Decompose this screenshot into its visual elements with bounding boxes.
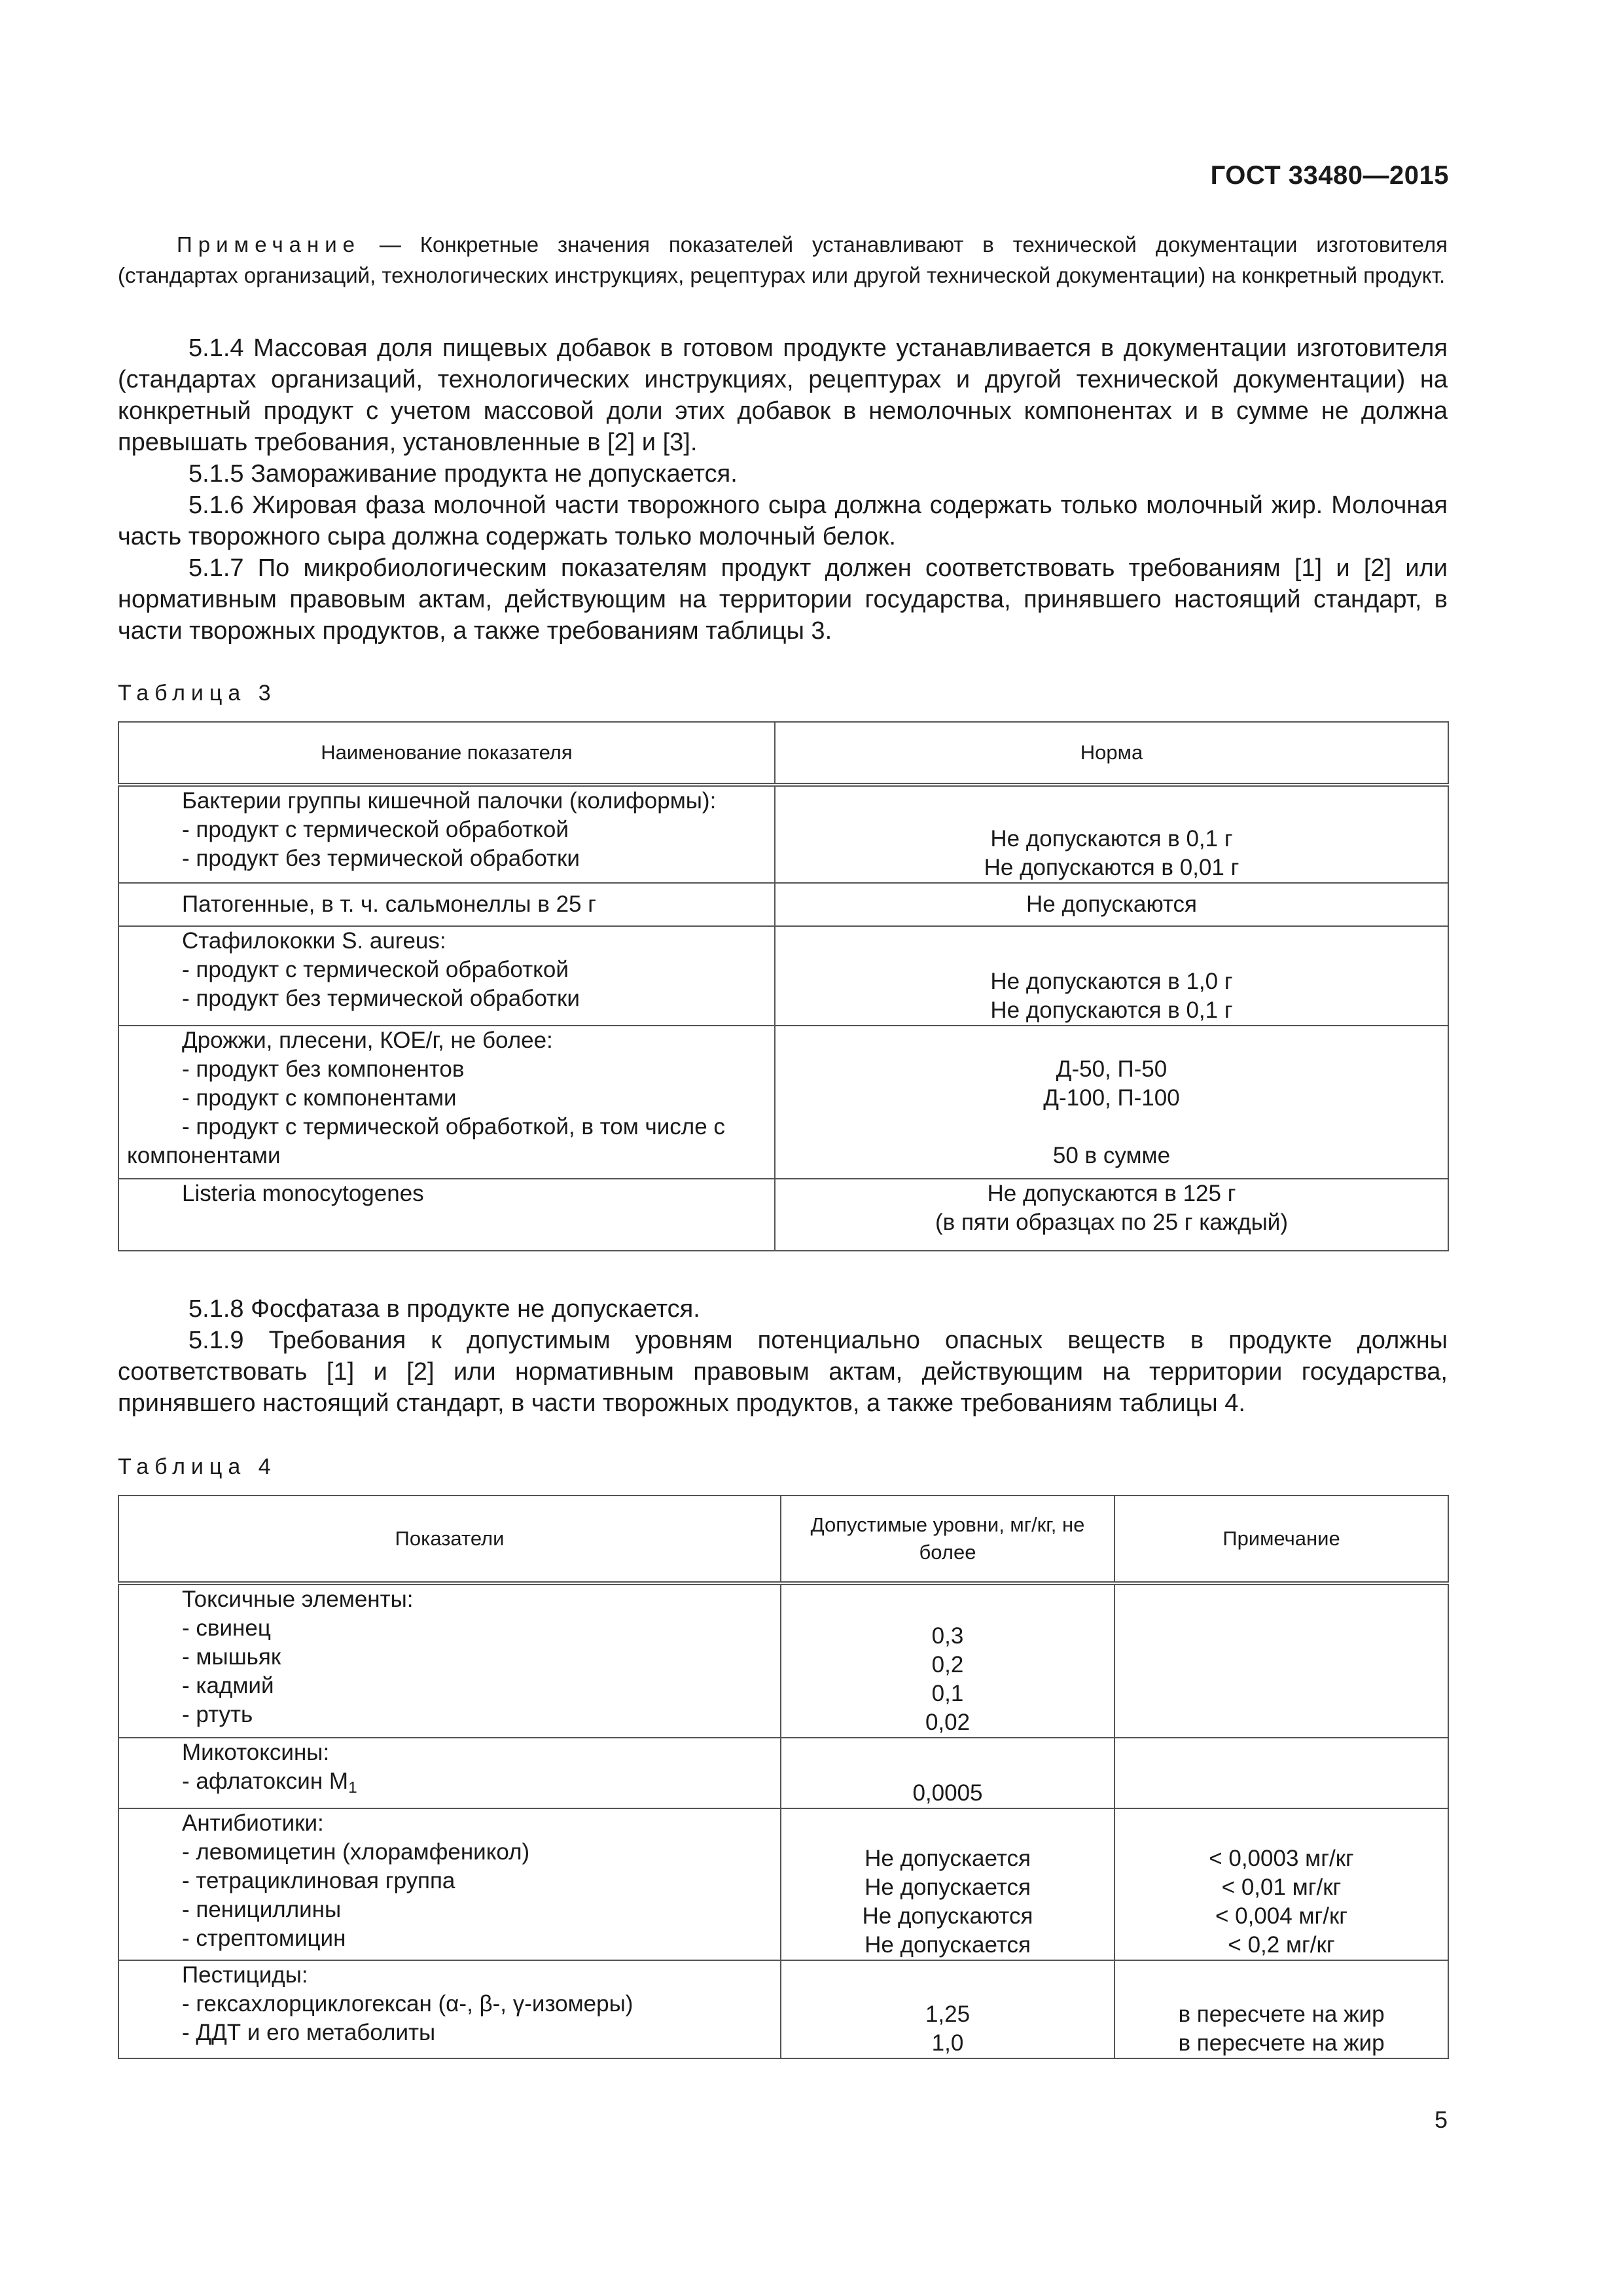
- row-item: - тетрациклиновая группа: [182, 1868, 455, 1893]
- row-value: Не допускается: [865, 1846, 1031, 1871]
- row-value: Не допускаются в 0,1 г: [990, 997, 1233, 1023]
- row-value: Не допускается: [865, 1932, 1031, 1958]
- row-item: - продукт без компонентов: [182, 1056, 465, 1082]
- clause-5-1-8: 5.1.8 Фосфатаза в продукте не допускается.: [188, 1295, 700, 1323]
- row-item: - стрептомицин: [182, 1926, 346, 1951]
- table-header-row: [118, 1496, 1448, 1583]
- row-item: - продукт с термической обработкой, в том числе с: [182, 1114, 725, 1139]
- table-row: [118, 1808, 1448, 1960]
- column-header: Примечание: [1115, 1496, 1448, 1583]
- row-value: Д-100, П-100: [1043, 1085, 1180, 1111]
- document-code: ГОСТ 33480—2015: [1210, 161, 1449, 190]
- row-value: (в пяти образцах по 25 г каждый): [935, 1210, 1289, 1235]
- row-lead: Стафилококки S. aureus:: [182, 928, 446, 954]
- row-note: < 0,0003 мг/кг: [1209, 1846, 1354, 1871]
- row-item: - афлатоксин M: [182, 1768, 349, 1794]
- note-label: Примечание: [177, 232, 361, 257]
- row-item: - мышьяк: [182, 1644, 281, 1670]
- row-item: - ДДТ и его метаболиты: [182, 2020, 436, 2045]
- row-note: < 0,2 мг/кг: [1228, 1932, 1335, 1958]
- row-value: 1,0: [931, 2030, 964, 2056]
- table4-caption: Таблица 4: [118, 1454, 277, 1479]
- row-value: 0,2: [931, 1652, 964, 1677]
- row-value: Не допускаются в 0,1 г: [990, 826, 1233, 852]
- clause-5-1-9: 5.1.9 Требования к допустимым уровням потенциально опасных веществ в продукте должны соответствовать [1] и [2] или нормативным правовым актам, действующим на территории государства, принявшего настоящий стандарт, в части творожных продуктов, а также требованиям таблицы 4.: [118, 1327, 1448, 1417]
- row-lead: Пестициды:: [182, 1962, 308, 1988]
- row-lead: Бактерии группы кишечной палочки (колиформы):: [182, 788, 717, 814]
- note-block: [118, 229, 1448, 291]
- column-header: Допустимые уровни, мг/кг, не более: [781, 1496, 1115, 1583]
- row-item: - пенициллины: [182, 1897, 342, 1922]
- row-item: - свинец: [182, 1615, 271, 1641]
- table-3: [118, 721, 1449, 1251]
- row-item: - гексахлорциклогексан (α-, β-, γ-изомеры): [182, 1991, 633, 2017]
- row-item: - продукт с термической обработкой: [182, 817, 569, 842]
- row-value: Не допускаются: [775, 883, 1448, 926]
- row-value: 0,1: [931, 1681, 964, 1706]
- subscript: 1: [348, 1779, 357, 1797]
- row-item: - кадмий: [182, 1673, 274, 1698]
- table-4: [118, 1495, 1449, 2059]
- table-row: [118, 1738, 1448, 1808]
- row-item: - продукт с термической обработкой: [182, 957, 569, 982]
- row-lead: Listeria monocytogenes: [182, 1181, 424, 1206]
- table3-caption: Таблица 3: [118, 681, 277, 706]
- row-value: Не допускается: [865, 1874, 1031, 1900]
- paragraphs-b: [118, 1293, 1448, 1419]
- row-item-tail: компонентами: [127, 1143, 281, 1168]
- row-value: Не допускаются в 1,0 г: [990, 969, 1233, 994]
- table-header-row: [118, 722, 1448, 785]
- table-row: [118, 1026, 1448, 1179]
- row-value: Д-50, П-50: [1056, 1056, 1168, 1082]
- row-item: - продукт без термической обработки: [182, 846, 580, 871]
- row-value: Не допускаются: [862, 1903, 1033, 1929]
- row-item: - ртуть: [182, 1702, 253, 1727]
- row-value: 1,25: [925, 2001, 971, 2027]
- row-note: в пересчете на жир: [1178, 2001, 1385, 2027]
- row-value: Не допускаются в 125 г: [987, 1181, 1236, 1206]
- paragraphs-a: [118, 332, 1448, 647]
- clause-5-1-5: 5.1.5 Замораживание продукта не допускается.: [188, 460, 738, 488]
- note-text: — Конкретные значения показателей устанавливают в технической документации изготовителя (стандартах организаций, технологических инструкциях, рецептурах или другой технической документации) на конкретный продукт.: [118, 232, 1448, 287]
- row-value: 0,0005: [781, 1738, 1115, 1808]
- row-value: 0,3: [931, 1623, 964, 1649]
- clause-5-1-4: 5.1.4 Массовая доля пищевых добавок в готовом продукте устанавливается в документации изготовителя (стандартах организаций, технологических инструкциях, рецептурах и другой технической документации) на конкретный продукт с учетом массовой доли этих добавок в немолочных компонентах и в сумме не должна превышать требования, установленные в [2] и [3].: [118, 334, 1448, 456]
- table-row: [118, 883, 1448, 926]
- row-note: < 0,004 мг/кг: [1215, 1903, 1348, 1929]
- clause-5-1-6: 5.1.6 Жировая фаза молочной части творожного сыра должна содержать только молочный жир. Молочная часть творожного сыра должна содержать только молочный белок.: [118, 492, 1448, 550]
- row-item: - левомицетин (хлорамфеникол): [182, 1839, 530, 1865]
- row-lead: Патогенные, в т. ч. сальмонеллы в 25 г: [182, 891, 596, 917]
- table-row: [118, 926, 1448, 1026]
- table-row: [118, 1583, 1448, 1738]
- column-header: Показатели: [118, 1496, 781, 1583]
- row-value: 0,02: [925, 1710, 971, 1735]
- table-row: [118, 1960, 1448, 2058]
- clause-5-1-7: 5.1.7 По микробиологическим показателям продукт должен соответствовать требованиям [1] и [2] или нормативным правовым актам, действующим на территории государства, принявшего настоящий стандарт, в части творожных продуктов, а также требованиям таблицы 3.: [118, 554, 1448, 645]
- row-lead: Токсичные элементы:: [182, 1587, 414, 1612]
- column-header: Норма: [775, 722, 1448, 785]
- row-value: 50 в сумме: [1052, 1143, 1171, 1168]
- row-note: < 0,01 мг/кг: [1221, 1874, 1342, 1900]
- table-row: [118, 1179, 1448, 1251]
- page-number: 5: [1434, 2106, 1448, 2133]
- row-value: Не допускаются в 0,01 г: [984, 855, 1240, 880]
- row-lead: Антибиотики:: [182, 1810, 324, 1836]
- row-lead: Дрожжи, плесени, КОЕ/г, не более:: [182, 1028, 553, 1053]
- row-item: - продукт с компонентами: [182, 1085, 457, 1111]
- table-row: [118, 785, 1448, 883]
- column-header: Наименование показателя: [118, 722, 775, 785]
- row-lead: Микотоксины:: [182, 1740, 330, 1765]
- row-item: - продукт без термической обработки: [182, 986, 580, 1011]
- row-note: в пересчете на жир: [1178, 2030, 1385, 2056]
